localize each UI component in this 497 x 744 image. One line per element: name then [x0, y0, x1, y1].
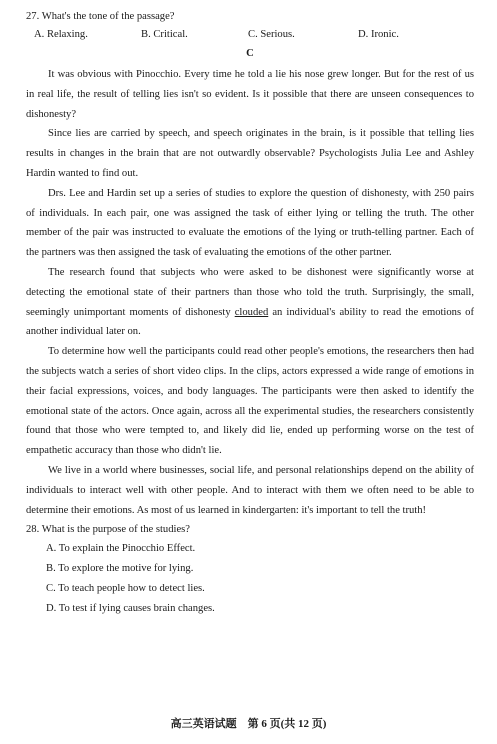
question-28: 28. What is the purpose of the studies? [26, 524, 190, 536]
q27-option-a: A. Relaxing. [34, 29, 88, 40]
underlined-word: clouded [234, 306, 269, 318]
passage-paragraph-3: Drs. Lee and Hardin set up a series of studies to explore the question of dishonesty, with 250 pairs of individuals. In each pair, one was assigned the task of either lying or telling the truth. The other member of the pair was instructed to evaluate the emotions of the lying or truth-telling partner. Each of the partners was then assigned the task of evaluating the emotions of the other partner. [26, 187, 474, 259]
exam-page [26, 8, 474, 619]
question-28-options [26, 539, 474, 618]
q28-option-d: D. To test if lying causes brain changes. [46, 602, 215, 614]
paragraph-4-text-after: an individual's ability to read the emotions of another individual later on. [26, 306, 474, 338]
passage-paragraph-2: Since lies are carried by speech, and speech originates in the brain, is it possible that telling lies results in changes in the brain that are not outwardly observable? Psychologists Julia Lee and Ashley Hardin wanted to find out. [26, 128, 474, 179]
section-heading: C [246, 48, 254, 59]
paragraph-4-text-before: The research found that subjects who were asked to be dishonest were significantly worse at detecting the emotional state of their partners than those who told the truth. Surprisingly, the small, seemingly unimportant moments of dishonesty [26, 266, 474, 318]
page-footer: 高三英语试题 第 6 页(共 12 页) [170, 718, 327, 730]
question-27-options [34, 26, 474, 44]
passage-paragraph-6: We live in a world where businesses, social life, and personal relationships depend on the ability of individuals to interact well with other people. And to interact with them we often need to be able to determine their emotions. As most of us learned in kindergarten: it's important to tell the truth! [26, 464, 474, 516]
q28-option-a: A. To explain the Pinocchio Effect. [46, 543, 196, 555]
q27-option-b: B. Critical. [141, 29, 188, 40]
passage-paragraph-5: To determine how well the participants could read other people's emotions, the researchers then had the subjects watch a series of short video clips. In the clips, actors expressed a wide range of emotions in their facial expressions, voices, and body languages. The participants were then asked to identify the emotional state of the actors. Once again, across all the experimental studies, the researchers consistently found that those who were tempted to, and likely did lie, ended up performing worse on the test of empathetic accuracy than those who didn't lie. [26, 346, 474, 457]
q28-option-b: B. To explore the motive for lying. [46, 563, 194, 575]
question-27: 27. What's the tone of the passage? [26, 11, 175, 22]
passage-paragraph-4 [26, 263, 474, 342]
q28-option-c: C. To teach people how to detect lies. [46, 582, 205, 594]
q27-option-d: D. Ironic. [358, 29, 399, 40]
passage-paragraph-1: It was obvious with Pinocchio. Every time he told a lie his nose grew longer. But for the rest of us in real life, the result of telling lies isn't so evident. Is it possible that there are unseen consequences to dishonesty? [26, 69, 474, 120]
q27-option-c: C. Serious. [248, 29, 295, 40]
